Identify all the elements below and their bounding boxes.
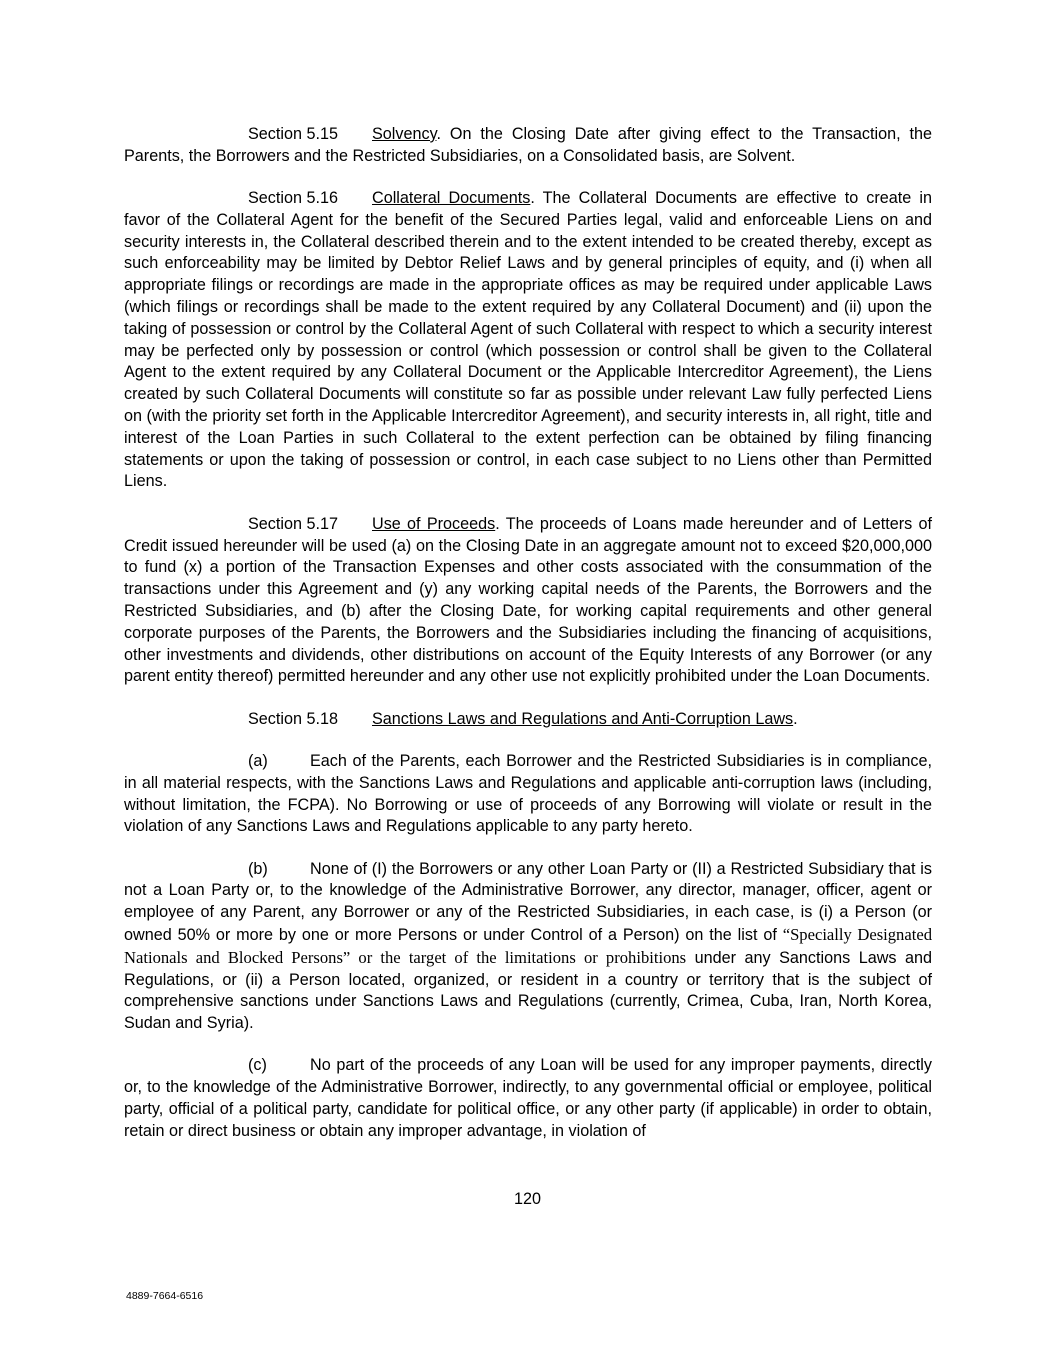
section-title: Solvency [372, 125, 437, 143]
clause-body: Each of the Parents, each Borrower and the Restricted Subsidiaries is in compliance, in all material respects, with the Sanctions Laws and Regulations and applicable anti-corruption laws (including, without limitation, the FCPA). No Borrowing or use of proceeds of any Borrowing will violate or result in the violation of any Sanctions Laws and Regulations applicable to any party hereto. [124, 751, 932, 836]
section-number: Section 5.17 [248, 514, 338, 533]
section-title-end: . [793, 709, 798, 728]
page-number: 120 [513, 1190, 541, 1208]
section-5-18 [124, 709, 932, 731]
clause-body: under any Sanctions Laws and Regulations, or (ii) a Person located, organized, or resident in a country or territory that is the subject of comprehensive sanctions under Sanctions Laws and Regulations (currently, Crimea, Cuba, Iran, North Korea, Sudan and Syria). [124, 948, 933, 1033]
section-title: Use of Proceeds [372, 514, 496, 533]
section-body: . The Collateral Documents are effective to create in favor of the Collateral Agent for the benefit of the Secured Parties legal, valid and enforceable Liens on and security interests in, the Collateral described therein and to the extent intended to be created thereby, except as such enforceability may be limited by Debtor Relief Laws and by general principles of equity, and (i) when all appropriate filings or recordings are made in the appropriate offices as may be required under applicable Laws (which filings or recordings shall be made to the extent required by any Collateral Document) and (ii) upon the taking of possession or control by the Collateral Agent of such Collateral with respect to which a security interest may be perfected only by possession or control (which possession or control shall be given to the Collateral Agent to the extent required by any Collateral Document or the Applicable Intercreditor Agreement), the Liens created by such Collateral Documents will constitute so far as possible under relevant Law fully perfected Liens on (with the priority set forth in the Applicable Intercreditor Agreement), and security interests in, all right, title and interest of the Loan Parties in such Collateral to the extent perfection can be obtained by filing financing statements or upon the taking of possession or control, in each case subject to no Liens other than Permitted Liens. [124, 189, 932, 491]
section-title: Collateral Documents [372, 189, 531, 208]
section-body: . The proceeds of Loans made hereunder and of Letters of Credit issued hereunder will be used (a) on the Closing Date in an aggregate amount not to exceed $20,000,000 to fund (x) a portion of the Transaction Expenses and other costs associated with the consummation of the transactions under this Agreement and (y) any working capital needs of the Parents, the Borrowers and the Restricted Subsidiaries, and (b) after the Closing Date, for working capital requirements and other general corporate purposes of the Parents, the Borrowers and the Subsidiaries including the financing of acquisitions, other investments and dividends, other distributions on account of the Equity Interests of any Borrower (or any parent entity thereof) permitted hereunder and any other use not explicitly prohibited under the Loan Documents. [124, 514, 932, 686]
section-5-15 [124, 124, 932, 168]
clause-body: None of (I) the Borrowers or any other Loan Party or (II) a Restricted Subsidiary that is not a Loan Party or, to the knowledge of the Administrative Borrower, any director, manager, officer, agent or employee of any Parent, any Borrower or any of the Restricted Subsidiaries, in each case, is (i) a Person (or owned 50% or more by one or more Persons or under Control of a Person) on the list of [124, 859, 932, 944]
section-number: Section 5.18 [248, 709, 338, 728]
section-5-16 [124, 188, 932, 493]
clause-body-serif: “Specially Designated Nationals and Blocked Persons” or the target of the limitations or prohibitions [124, 925, 932, 967]
section-number: Section 5.15 [248, 125, 338, 143]
section-body: . On the Closing Date after giving effect to the Transaction, the Parents, the Borrowers and the Restricted Subsidiaries, on a Consolidated basis, are Solvent. [124, 125, 932, 165]
clause-label: (b) [248, 859, 268, 878]
document-page [124, 124, 932, 1143]
section-title: Sanctions Laws and Regulations and Anti-Corruption Laws [372, 709, 794, 728]
section-number: Section 5.16 [248, 189, 338, 208]
clause-b [124, 859, 932, 1035]
clause-c [124, 1055, 932, 1142]
document-id: 4889-7664-6516 [126, 1290, 204, 1302]
clause-body: No part of the proceeds of any Loan will be used for any improper payments, directly or, to the knowledge of the Administrative Borrower, indirectly, to any governmental official or employee, political party, official of a political party, candidate for political office, or any other party (if applicable) in order to obtain, retain or direct business or obtain any improper advantage, in violation of [124, 1056, 932, 1140]
clause-label: (a) [248, 751, 268, 770]
clause-a [124, 751, 932, 838]
clause-label: (c) [248, 1056, 267, 1075]
section-5-17 [124, 514, 932, 688]
